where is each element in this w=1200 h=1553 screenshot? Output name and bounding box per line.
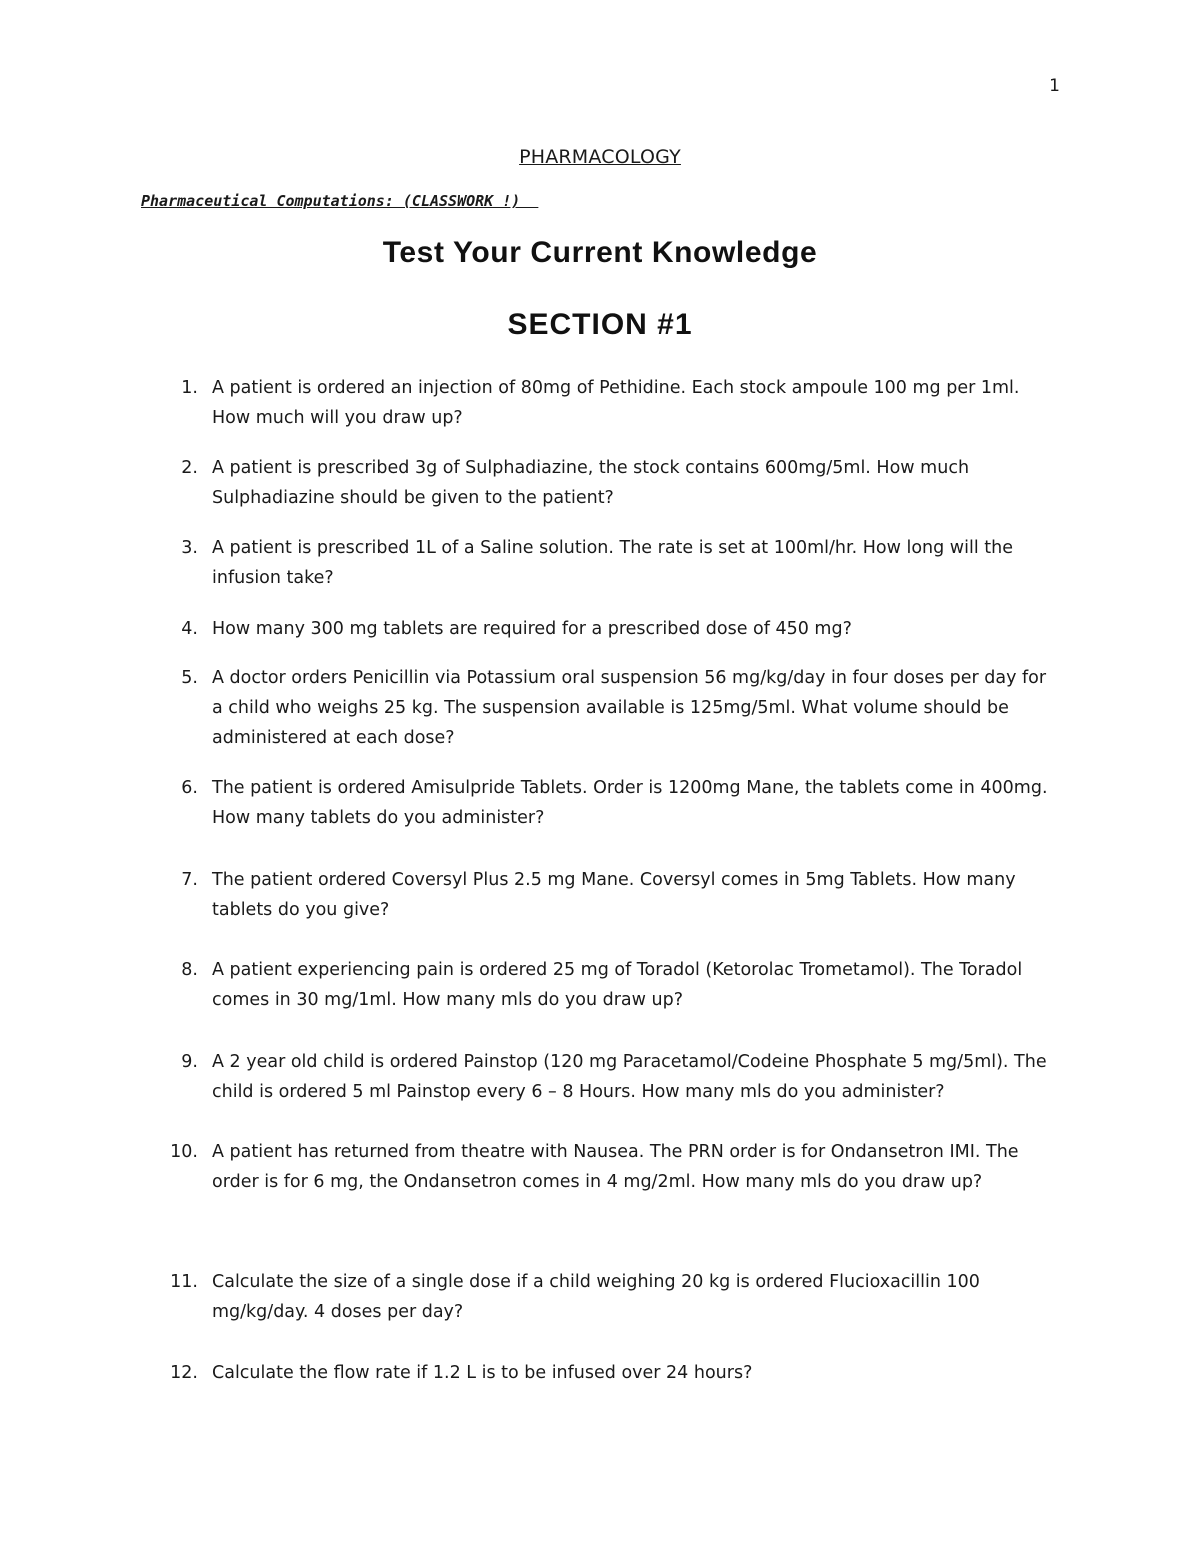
question-text: A patient is prescribed 3g of Sulphadiazine, the stock contains 600mg/5ml. How much Sulphadiazine should be given to the patient?	[212, 458, 970, 508]
question-text: A 2 year old child is ordered Painstop (120 mg Paracetamol/Codeine Phosphate 5 mg/5ml). The child is ordered 5 ml Painstop every 6 – 8 Hours. How many mls do you administer?	[212, 1052, 1047, 1102]
question-number: 6.	[181, 778, 198, 798]
question-number: 11.	[170, 1272, 198, 1292]
question-text: The patient is ordered Amisulpride Tablets. Order is 1200mg Mane, the tablets come in 400mg. How many tablets do you administer?	[212, 778, 1048, 828]
question-text: A doctor orders Penicillin via Potassium oral suspension 56 mg/kg/day in four doses per day for a child who weighs 25 kg. The suspension available is 125mg/5ml. What volume should be administered at each dose?	[212, 668, 1047, 748]
page-number: 1	[1049, 76, 1060, 96]
question-number: 1.	[181, 378, 198, 398]
question-text: The patient ordered Coversyl Plus 2.5 mg Mane. Coversyl comes in 5mg Tablets. How many tablets do you give?	[212, 870, 1016, 920]
question-text: A patient is ordered an injection of 80mg of Pethidine. Each stock ampoule 100 mg per 1ml. How much will you draw up?	[212, 378, 1020, 428]
question-number: 10.	[170, 1142, 198, 1162]
main-heading: Test Your Current Knowledge	[382, 236, 818, 269]
section-heading: SECTION #1	[507, 308, 693, 341]
question-number: 8.	[181, 960, 198, 980]
question-number: 2.	[181, 458, 198, 478]
question-text: How many 300 mg tablets are required for a prescribed dose of 450 mg?	[212, 619, 852, 639]
question-text: Calculate the size of a single dose if a child weighing 20 kg is ordered Flucioxacillin 100 mg/kg/day. 4 doses per day?	[212, 1272, 980, 1322]
question-text: A patient experiencing pain is ordered 25 mg of Toradol (Ketorolac Trometamol). The Toradol comes in 30 mg/1ml. How many mls do you draw up?	[212, 960, 1023, 1010]
question-number: 4.	[181, 619, 198, 639]
question-number: 7.	[181, 870, 198, 890]
question-text: Calculate the flow rate if 1.2 L is to be infused over 24 hours?	[212, 1363, 753, 1383]
question-number: 5.	[181, 668, 198, 688]
question-number: 3.	[181, 538, 198, 558]
question-text: A patient is prescribed 1L of a Saline solution. The rate is set at 100ml/hr. How long will the infusion take?	[212, 538, 1013, 588]
question-number: 12.	[170, 1363, 198, 1383]
subtitle: Pharmaceutical Computations: (CLASSWORK !)	[141, 192, 539, 210]
question-number: 9.	[181, 1052, 198, 1072]
subject-title: PHARMACOLOGY	[519, 146, 681, 168]
question-text: A patient has returned from theatre with Nausea. The PRN order is for Ondansetron IMI. The order is for 6 mg, the Ondansetron comes in 4 mg/2ml. How many mls do you draw up?	[212, 1142, 1019, 1192]
